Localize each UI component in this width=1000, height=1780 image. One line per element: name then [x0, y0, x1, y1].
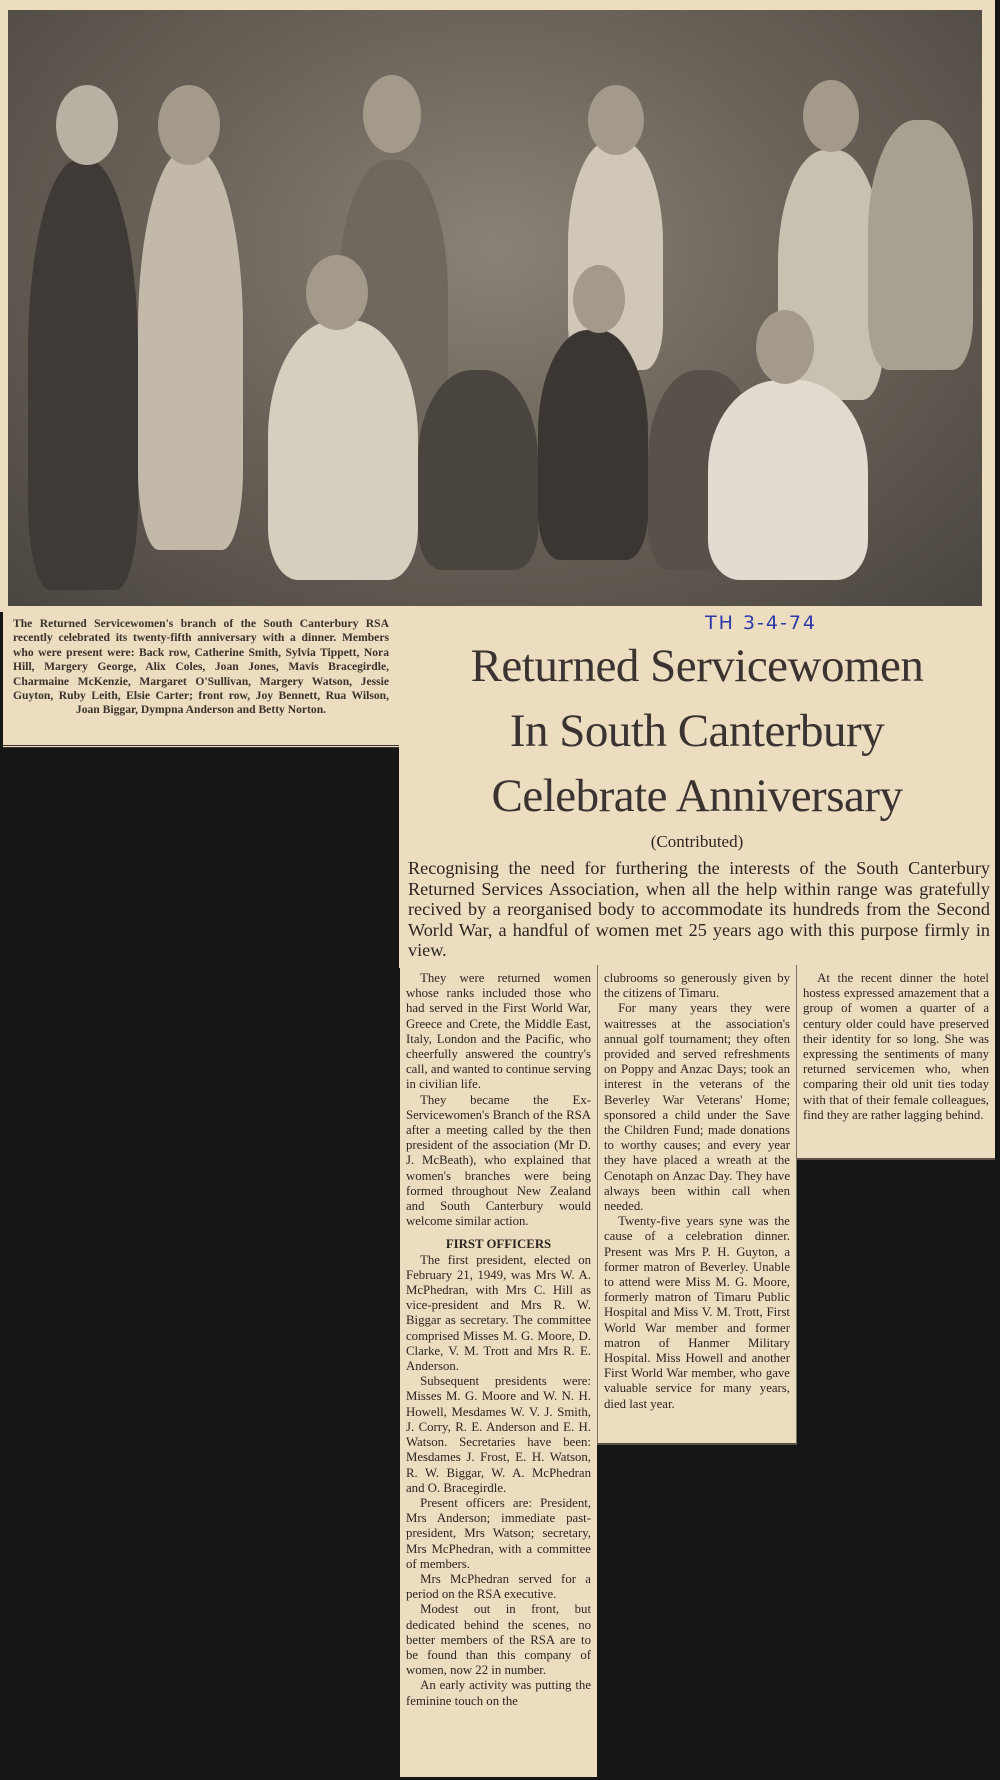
photo-figure: [418, 370, 538, 570]
intro-paragraph: Recognising the need for furthering the interests of the South Canterbury Returned Services Association, when all the help within range was gratefully recived by a reorganised body to accommodate its hundreds from the Second World War, a handful of women met 25 years ago with this purpose firmly in view.: [408, 858, 990, 960]
byline: (Contributed): [650, 832, 744, 851]
handwritten-date-note: TH 3-4-74: [705, 612, 817, 634]
photo-figure: [756, 310, 814, 384]
photo-figure: [28, 160, 138, 590]
photo-figure: [138, 150, 243, 550]
photo-figure: [573, 265, 625, 333]
paragraph: Modest out in front, but dedicated behind the scenes, no better members of the RSA are to be found than this company of women, now 22 in number.: [406, 1602, 591, 1678]
headline-line: In South Canterbury: [509, 705, 885, 757]
photo-figure: [158, 85, 220, 165]
paragraph: At the recent dinner the hotel hostess expressed amazement that a group of women a quarter of a century older could have preserved their identity for so long. She was expressing the sentiments of many returned servicemen who, when comparing their old unit ties today with that of their female colleagues, find they are rather lagging behind.: [803, 971, 989, 1122]
photo-figure: [803, 80, 859, 152]
article-column-3: [797, 965, 995, 1160]
group-photo: [8, 10, 982, 606]
photo-figure: [56, 85, 118, 165]
photo-caption: [3, 612, 399, 748]
photo-figure: [268, 320, 418, 580]
paragraph: They became the Ex-Servicewomen's Branch of the RSA after a meeting called by the then president of the association (Mr D. J. McBeath), who explained that women's branches were being formed throughout New Zealand and South Canterbury would welcome similar action.: [406, 1092, 591, 1229]
headline: [402, 634, 992, 829]
paragraph: clubrooms so generously given by the citizens of Timaru.: [604, 971, 790, 1001]
paragraph: The first president, elected on February 21, 1949, was Mrs W. A. McPhedran, with Mrs C. Hill as vice-president and Mrs R. W. Biggar as secretary. The committee comprised Misses M. G. Moore, D. Clarke, V. M. Trott and Mrs R. E. Anderson.: [406, 1252, 591, 1374]
photo-figure: [868, 120, 973, 370]
photo-figure: [538, 330, 648, 560]
paragraph: An early activity was putting the feminine touch on the: [406, 1678, 591, 1708]
subheading: FIRST OFFICERS: [445, 1237, 552, 1252]
photo-figure: [588, 85, 644, 155]
paragraph: Subsequent presidents were: Misses M. G. Moore and W. N. H. Howell, Mesdames W. V. J. Smith, J. Corry, R. E. Anderson and E. H. Watson. Secretaries have been: Mesdames J. Frost, E. H. Watson, R. W. Biggar, W. A. McPhedran and O. Bracegirdle.: [406, 1374, 591, 1495]
paragraph: Present officers are: President, Mrs Anderson; immediate past-president, Mrs Watson; secretary, Mrs McPhedran, with a committee of members.: [406, 1495, 591, 1571]
paragraph: They were returned women whose ranks included those who had served in the First World War, Greece and Crete, the Middle East, Italy, London and the Pacific, who cheerfully answered the country's call, and wanted to continue serving in civilian life.: [406, 971, 591, 1092]
article-column-2: [597, 965, 797, 1445]
photo-figure: [708, 380, 868, 580]
photo-figure: [306, 255, 368, 330]
paragraph: Mrs McPhedran served for a period on the RSA executive.: [406, 1571, 591, 1602]
paragraph: For many years they were waitresses at the association's annual golf tournament; they often provided and served refreshments on Poppy and Anzac Days; took an interest in the veterans of the Beverley War Veterans' Home; sponsored a child under the Save the Children Fund; made donations to worthy causes; and every year they have placed a wreath at the Cenotaph on Anzac Day. They have always been within call when needed.: [604, 1001, 790, 1214]
headline-line: Celebrate Anniversary: [491, 770, 903, 822]
caption-text: The Returned Servicewomen's branch of the South Canterbury RSA recently celebrated its twenty-fifth anniversary with a dinner. Members who were present were: Back row, Catherine Smith, Sylvia Tippett, Nora Hill, Margery George, Alix Coles, Joan Jones, Mavis Bracegirdle, Charmaine McKenzie, Margaret O'Sullivan, Margery Watson, Jessie Guyton, Ruby Leith, Elsie Carter; front row, Joy Bennett, Rua Wilson, Joan Biggar, Dympna Anderson and Betty Norton.: [13, 617, 389, 717]
paragraph: Twenty-five years syne was the cause of a celebration dinner. Present was Mrs P. H. Guyton, a former matron of Beverley. Unable to attend were Miss M. G. Moore, formerly matron of Timaru Public Hospital and Miss V. M. Trott, First World War member and former matron of Hanmer Military Hospital. Miss Howell and another First World War member, who gave valuable service for many years, died last year.: [604, 1214, 790, 1411]
article-column-1: [400, 965, 597, 1777]
photo-figure: [363, 75, 421, 153]
headline-line: Returned Servicewomen: [470, 640, 924, 692]
